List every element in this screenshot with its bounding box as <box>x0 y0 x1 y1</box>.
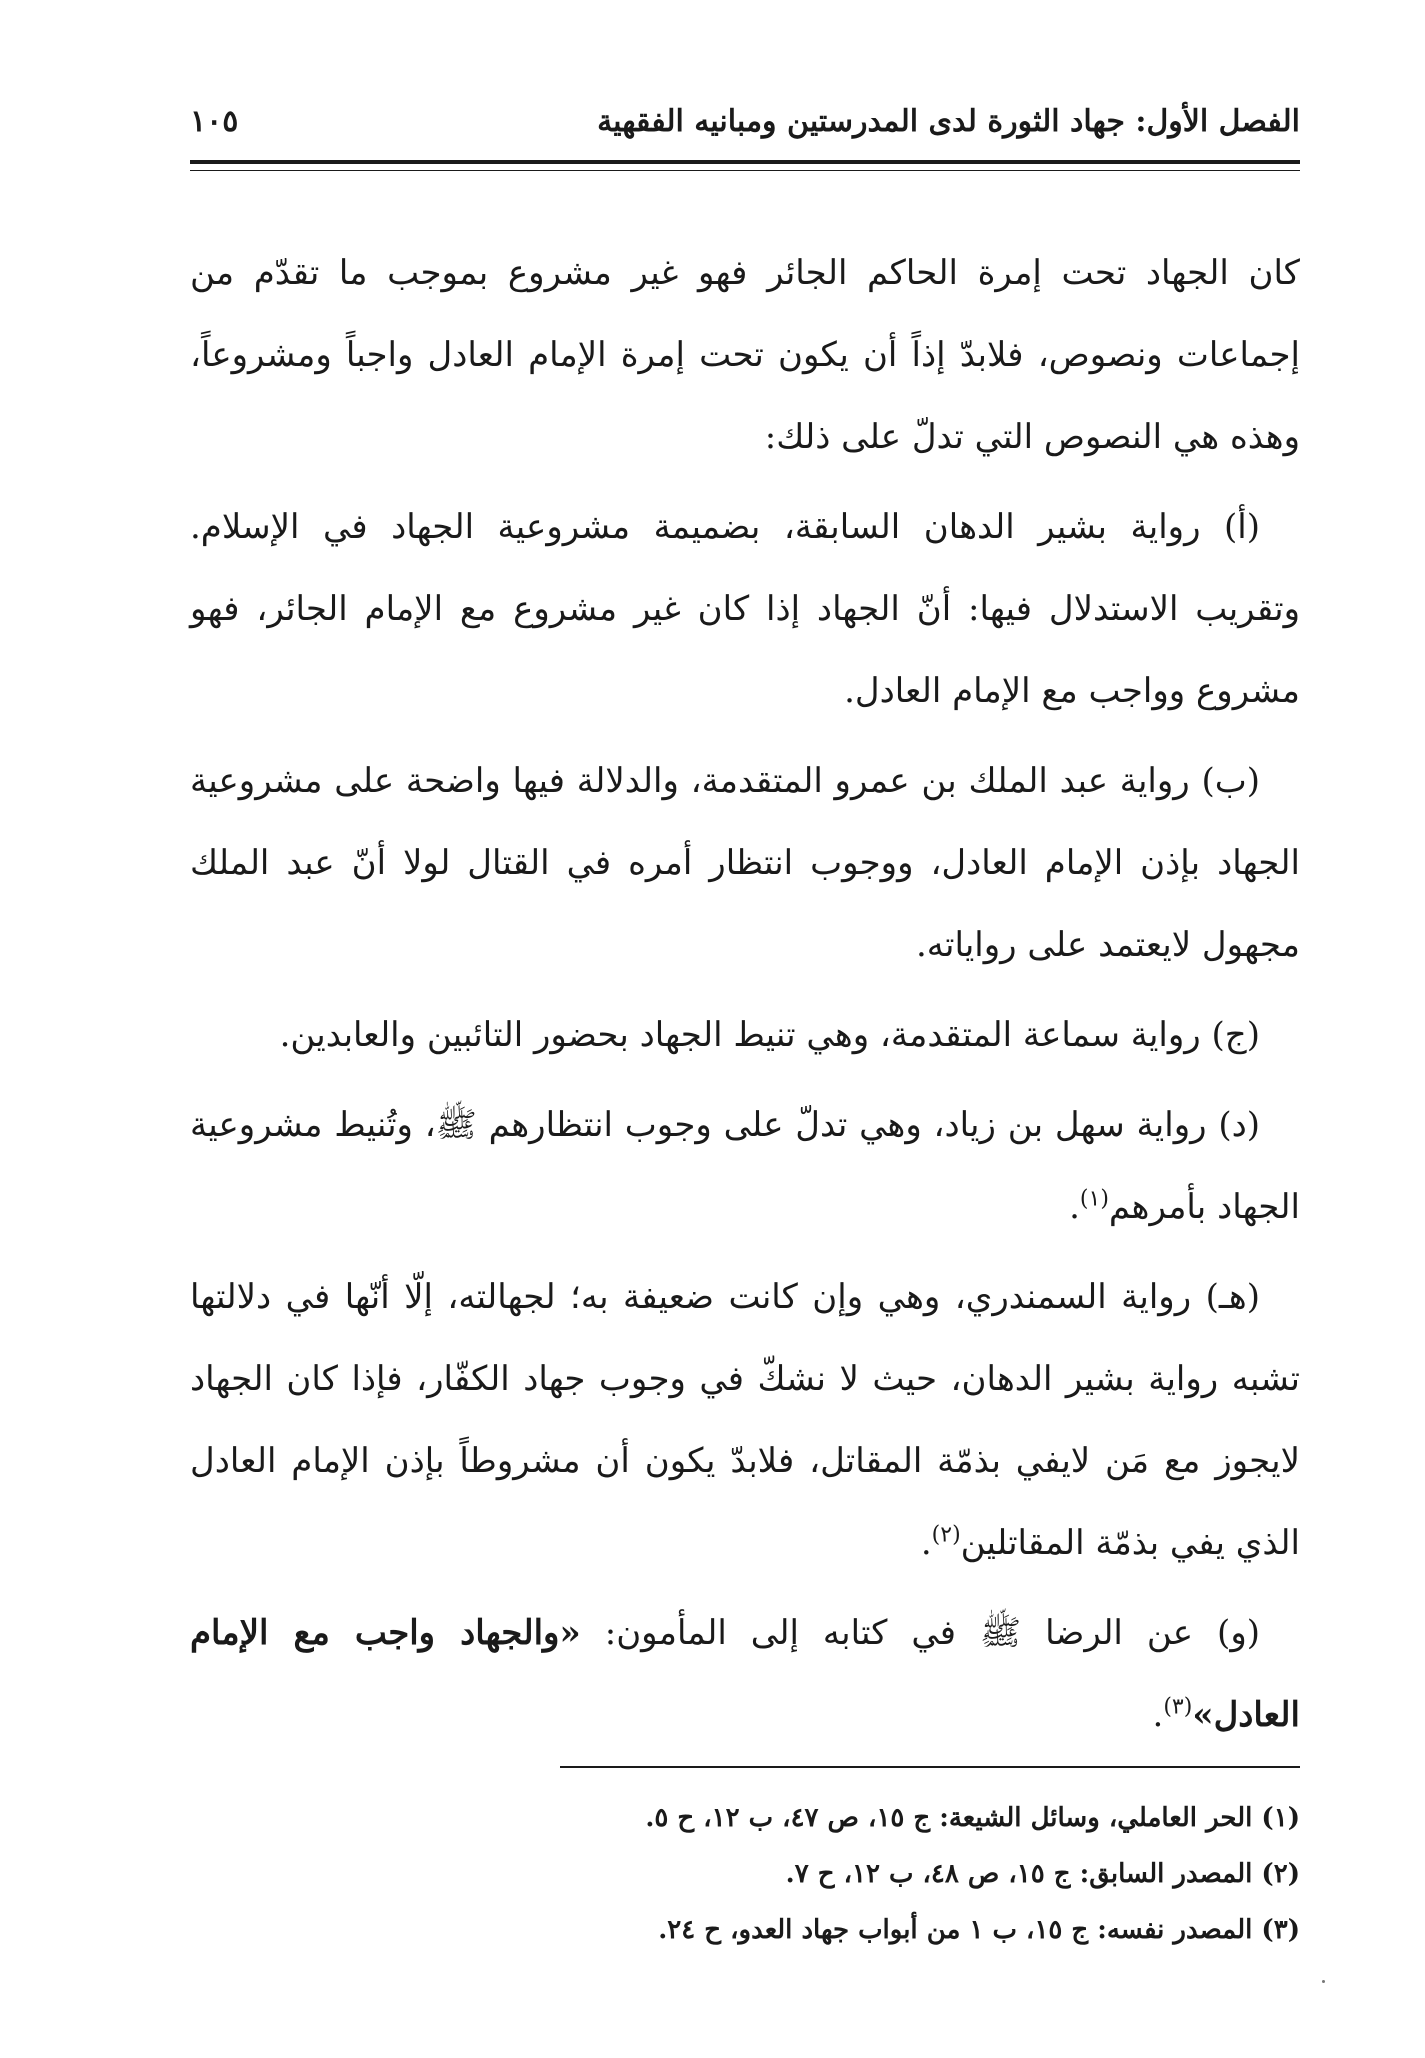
footnote-ref-2: (٢) <box>931 1522 961 1548</box>
footnote-ref-1: (١) <box>1079 1186 1109 1212</box>
intro-paragraph: كان الجهاد تحت إمرة الحاكم الجائر فهو غير مشروع بموجب ما تقدّم من إجماعات ونصوص، فلابدّ إذاً أن يكون تحت إمرة الإمام العادل واجباً ومشروعاً، وهذه هي النصوص التي تدلّ على ذلك: <box>190 253 1300 457</box>
footnote-3: (٣) المصدر نفسه: ج ١٥، ب ١ من أبواب جهاد العدو، ح ٢٤. <box>658 1915 1300 1945</box>
item-d-end: . <box>1069 1187 1080 1227</box>
paragraph-item-a: (أ) رواية بشير الدهان السابقة، بضميمة مشروعية الجهاد في الإسلام. وتقريب الاستدلال فيها: أنّ الجهاد إذا كان غير مشروع مع الإمام الجائر، فهو مشروع وواجب مع الإمام العادل. <box>190 507 1300 711</box>
running-header <box>190 100 1300 148</box>
footnote-ref-3: (٣) <box>1163 1694 1193 1720</box>
header-rule-thick <box>190 160 1300 164</box>
paragraph-item-f <box>190 1592 1300 1756</box>
footnote-1: (١) الحر العاملي، وسائل الشيعة: ج ١٥، ص ٤٧، ب ١٢، ح ٥. <box>645 1803 1300 1833</box>
page-number: ١٠٥ <box>190 104 239 139</box>
item-e-text: (هـ) رواية السمندري، وهي وإن كانت ضعيفة به؛ لجهالته، إلّا أنّها في دلالتها تشبه رواية بشير الدهان، حيث لا نشكّ في وجوب جهاد الكفّار، فإذا كان الجهاد لايجوز مع مَن لايفي بذمّة المقاتل، فلابدّ يكون أن مشروطاً بإذن الإمام العادل الذي يفي بذمّة المقاتلين <box>190 1277 1300 1563</box>
paragraph-item-b: (ب) رواية عبد الملك بن عمرو المتقدمة، والدلالة فيها واضحة على مشروعية الجهاد بإذن الإمام العادل، ووجوب انتظار أمره في القتال لولا أنّ عبد الملك مجهول لايعتمد على رواياته. <box>190 761 1300 965</box>
paragraph-item-e <box>190 1256 1300 1584</box>
quoted-hadith: «والجهاد واجب مع الإمام العادل» <box>190 1613 1300 1735</box>
scan-speck <box>1322 1980 1325 1983</box>
item-d-text: (د) رواية سهل بن زياد، وهي تدلّ على وجوب انتظارهم ﷺ، وتُنيط مشروعية الجهاد بأمرهم <box>190 1105 1300 1227</box>
header-rule-thin <box>190 170 1300 171</box>
main-text <box>190 232 1300 1764</box>
footnote-2: (٢) المصدر السابق: ج ١٥، ص ٤٨، ب ١٢، ح ٧. <box>785 1859 1300 1889</box>
footnote-separator <box>560 1766 1300 1768</box>
item-e-end: . <box>920 1523 932 1563</box>
paragraph-item-c: (ج) رواية سماعة المتقدمة، وهي تنيط الجهاد بحضور التائبين والعابدين. <box>279 1015 1260 1055</box>
paragraph-item-d <box>190 1084 1300 1248</box>
item-f-end: . <box>1152 1695 1164 1735</box>
item-f-text: (و) عن الرضا ﷺ في كتابه إلى المأمون: <box>580 1613 1261 1653</box>
chapter-title: الفصل الأول: جهاد الثورة لدى المدرستين ومبانيه الفقهية <box>597 104 1300 139</box>
footnotes <box>190 1790 1300 1958</box>
